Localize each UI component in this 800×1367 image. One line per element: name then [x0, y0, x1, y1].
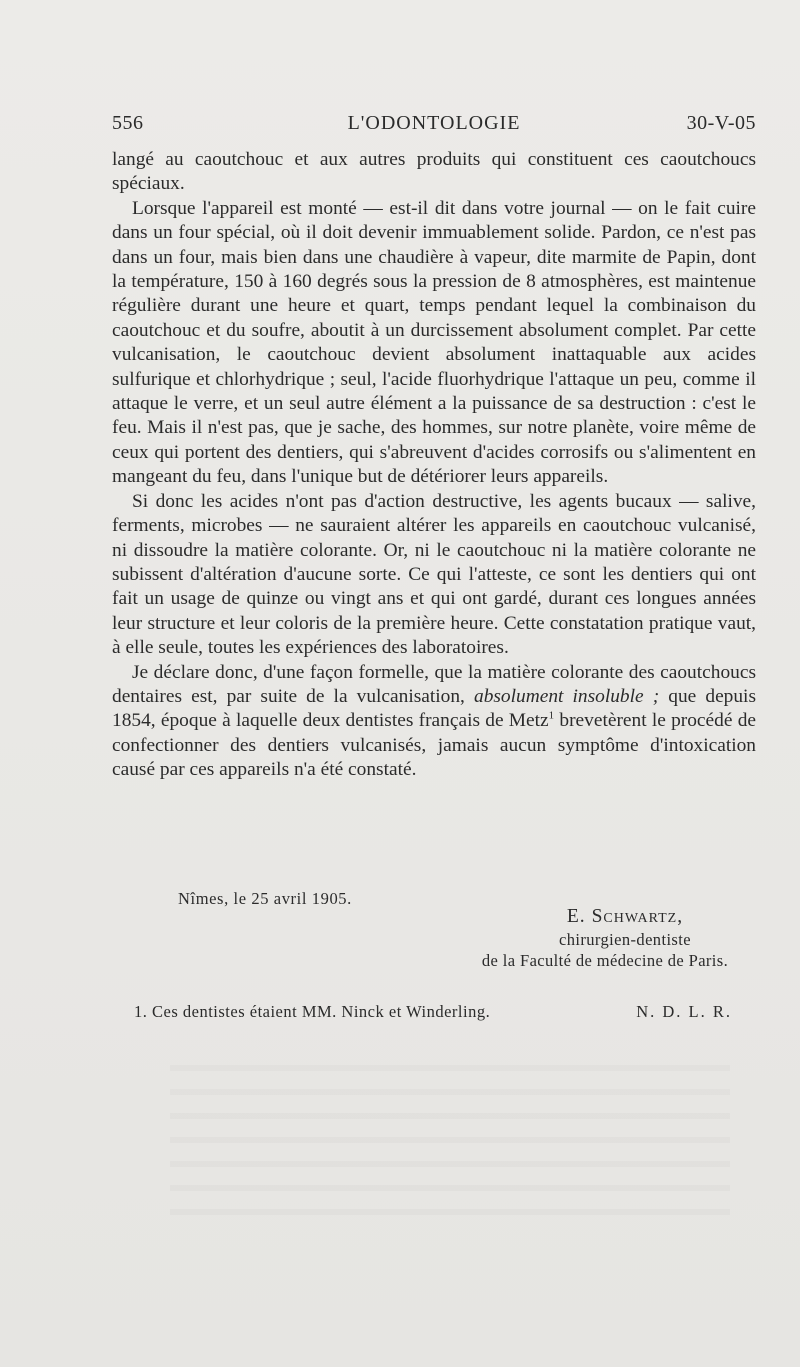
footnote	[134, 1002, 732, 1026]
signature-initial: E.	[566, 906, 592, 927]
signature-name	[480, 906, 770, 928]
signature-role: chirurgien-dentiste	[559, 930, 691, 949]
signature-block	[480, 906, 770, 971]
issue-date: 30-V-05	[686, 112, 756, 134]
signature-surname: Schwartz,	[591, 906, 684, 927]
paragraph-3: Si donc les acides n'ont pas d'action destructive, les agents bucaux — salive, ferments, microbes — ne sauraient altérer les appareils en caoutchouc vulcanisé, ni dissoudre la matière colorante. Or, ni le caoutchouc ni la matière colorante ne subissent d'altération d'aucune sorte. Ce qui l'atteste, ce sont les dentiers qui ont fait un usage de quinze ou vingt ans et qui ont gardé, durant ces longues années leur structure et leur coloris de la première heure. Cette constatation pratique vaut, à elle seule, toutes les expériences des laboratoires.	[112, 490, 756, 659]
paragraph-4-end: brevetèrent le procédé de confectionner des dentiers vulcanisés, jamais aucun symptôme d'intoxication causé par ces appareils n'a été constaté.	[112, 710, 756, 781]
letter-body	[112, 148, 756, 783]
show-through-texture	[170, 1065, 730, 1215]
paragraph-4-italic: absolument insoluble ;	[474, 685, 660, 707]
page-number: 556	[112, 112, 144, 134]
signature-faculty: de la Faculté de médecine de Paris.	[481, 951, 729, 970]
paragraph-4-start: Je déclare donc, d'une façon formelle, que la matière colorante des caoutchoucs dentaires est, par suite de la vulcanisation,	[112, 661, 756, 707]
journal-title: L'ODONTOLOGIE	[347, 112, 521, 134]
paragraph-4	[112, 661, 756, 783]
running-header	[112, 112, 756, 142]
paragraph-4-middle: que depuis 1854, époque à laquelle deux dentistes français de Metz	[112, 685, 756, 732]
footnote-text: 1. Ces dentistes étaient MM. Ninck et Winderling.	[134, 1002, 491, 1021]
paragraph-1: langé au caoutchouc et aux autres produits qui constituent ces caoutchoucs spéciaux.	[112, 149, 756, 195]
footnote-editor-sign: N. D. L. R.	[636, 1002, 732, 1021]
footnote-reference: 1	[548, 709, 555, 722]
place-and-date: Nîmes, le 25 avril 1905.	[178, 889, 352, 908]
paragraph-2: Lorsque l'appareil est monté — est-il dit dans votre journal — on le fait cuire dans un four spécial, où il doit devenir immuablement solide. Pardon, ce n'est pas dans un four, mais bien dans une chaudière à vapeur, dite marmite de Papin, dont la température, 150 à 160 degrés sous la pression de 8 atmosphères, est maintenue régulière durant une heure et quart, temps pendant lequel la combinaison du caoutchouc et du soufre, aboutit à un durcissement absolument complet. Par cette vulcanisation, le caoutchouc devient absolument inattaquable aux acides sulfurique et chlorhydrique ; seul, l'acide fluorhydrique l'attaque un peu, comme il attaque le verre, et un seul autre élément a la puissance de sa destruction : c'est le feu. Mais il n'est pas, que je sache, des hommes, sur notre planète, voire même de ceux qui portent des dentiers, qui s'abreuvent d'acides corrosifs ou s'alimentent en mangeant du feu, dans l'unique but de détériorer leurs appareils.	[112, 197, 756, 488]
